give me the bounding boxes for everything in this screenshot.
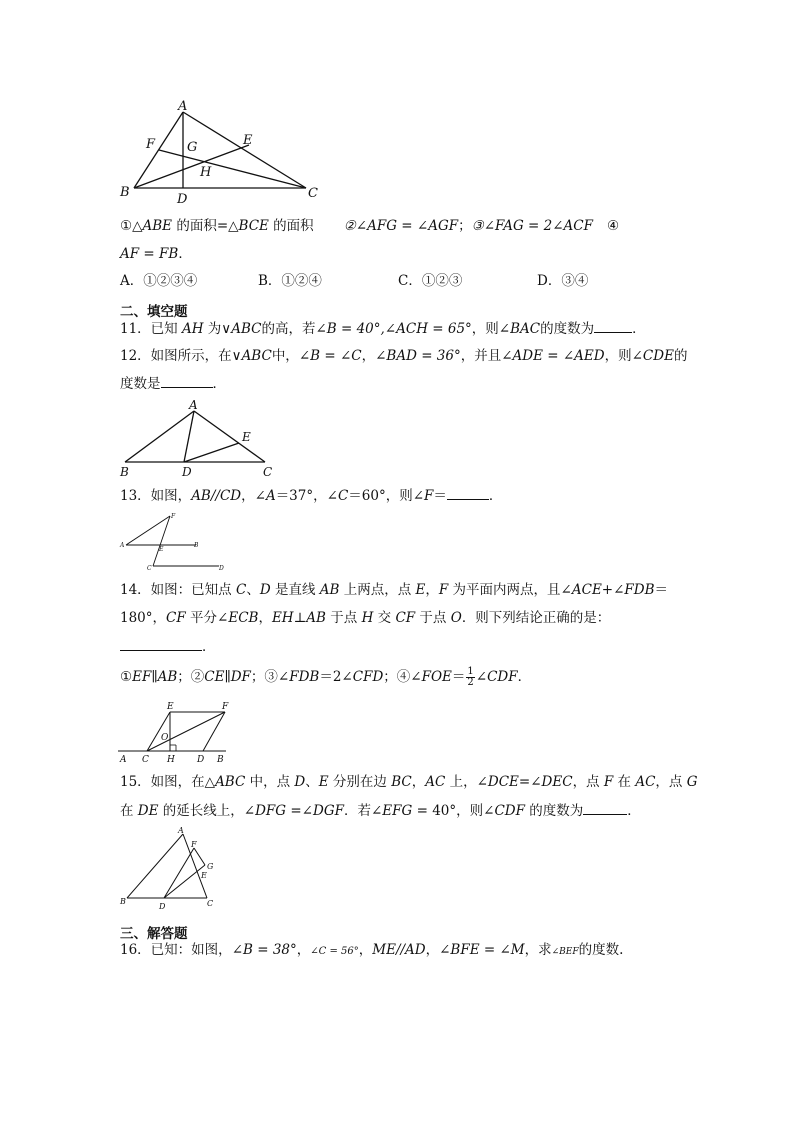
label-G: G: [187, 140, 198, 155]
text-fragment: ∠ADE = ∠AED: [501, 348, 605, 364]
text-fragment: 180°，: [120, 610, 167, 626]
text-fragment: ；③∠: [250, 669, 290, 685]
text-fragment: 是直线: [270, 582, 320, 598]
label-E: E: [159, 546, 164, 553]
text-fragment: = 40°，则∠: [412, 803, 495, 819]
text-fragment: ∠BAC: [498, 321, 541, 337]
text-fragment: 、: [246, 582, 260, 598]
text-fragment: EF: [132, 669, 152, 685]
text-fragment: DF: [230, 669, 251, 685]
label-A: A: [189, 398, 198, 412]
text-fragment: ；②: [177, 669, 205, 685]
label-D: D: [197, 755, 205, 765]
q10-option-b[interactable]: B．①②④: [258, 273, 322, 289]
text-fragment: AF = FB: [120, 246, 179, 262]
text-fragment: 2: [467, 677, 474, 688]
text-fragment: ，求: [524, 942, 552, 958]
label-C: C: [308, 186, 318, 201]
text-fragment: =∠: [286, 803, 313, 819]
text-fragment: 平分∠: [185, 610, 229, 626]
label-C: C: [207, 899, 214, 908]
label-E: E: [242, 430, 251, 444]
text-fragment: ABC: [241, 348, 272, 364]
text-fragment: AB: [191, 488, 211, 504]
text-fragment: C: [337, 488, 349, 504]
text-fragment: CD: [219, 488, 242, 504]
text-fragment: ，: [296, 942, 311, 958]
label-F: F: [171, 513, 176, 520]
label-F: F: [222, 702, 229, 712]
text-fragment: AC: [425, 774, 446, 790]
text-fragment: //: [395, 942, 406, 958]
text-fragment: ∠BAD = 36°: [375, 348, 461, 364]
text-fragment: ∠BFE = ∠M: [439, 942, 525, 958]
label-F: F: [191, 840, 197, 849]
label-D: D: [182, 465, 192, 479]
text-fragment: ABE: [142, 218, 173, 234]
text-fragment: F: [438, 582, 449, 598]
label-C: C: [147, 565, 152, 572]
text-fragment: ；④∠: [383, 669, 422, 685]
text-fragment: ②∠AFG = ∠AGF: [343, 218, 459, 234]
text-fragment: F: [424, 488, 434, 504]
section-solve-heading: 三、解答题: [120, 926, 188, 942]
text-fragment: ，: [425, 582, 439, 598]
text-fragment: 中，点: [245, 774, 295, 790]
text-fragment: CE: [204, 669, 225, 685]
text-fragment: 的面积=△: [172, 218, 239, 234]
label-H: H: [200, 165, 212, 180]
label-D: D: [159, 902, 166, 911]
text-fragment: 1: [467, 666, 474, 677]
text-fragment: ．则下列结论正确的是：: [461, 610, 611, 626]
text-fragment: CDF: [494, 803, 525, 819]
text-fragment: F: [603, 774, 614, 790]
text-fragment: 的面积: [268, 218, 314, 234]
text-fragment: ∥: [151, 669, 158, 685]
label-O: O: [161, 733, 169, 743]
text-fragment: ＝37°，∠: [275, 488, 338, 504]
text-fragment: ．若∠: [343, 803, 383, 819]
text-fragment: DEC: [541, 774, 573, 790]
text-fragment: ACE: [571, 582, 602, 598]
text-fragment: A: [265, 488, 276, 504]
text-fragment: EH: [271, 610, 294, 626]
text-fragment: ，: [258, 610, 272, 626]
text-fragment: ，则: [604, 348, 632, 364]
text-fragment: AB: [157, 669, 178, 685]
text-fragment: 在: [120, 803, 138, 819]
text-fragment: CDF: [487, 669, 518, 685]
text-fragment: H: [361, 610, 374, 626]
text-fragment: ①: [120, 669, 133, 685]
text-fragment: ．: [632, 321, 646, 337]
label-F: F: [146, 137, 156, 152]
text-fragment: FOE: [421, 669, 452, 685]
label-B: B: [120, 897, 126, 906]
text-fragment: 分别在边: [328, 774, 392, 790]
text-fragment: 在: [613, 774, 636, 790]
text-fragment: ，: [361, 348, 376, 364]
text-fragment: ∠B = ∠C: [298, 348, 362, 364]
text-fragment: ．: [178, 246, 192, 262]
text-fragment: AB: [306, 610, 326, 626]
text-fragment: ECB: [228, 610, 259, 626]
text-fragment: ＝2∠: [319, 669, 353, 685]
text-fragment: DE: [137, 803, 159, 819]
text-fragment: D: [259, 582, 271, 598]
text-fragment: ＝: [451, 669, 466, 685]
text-fragment: +∠: [601, 582, 625, 598]
q10-option-d[interactable]: D．③④: [537, 273, 589, 289]
text-fragment: ，则: [471, 321, 499, 337]
text-fragment: 11．已知: [120, 321, 182, 337]
label-D: D: [219, 565, 224, 572]
label-A: A: [178, 99, 188, 114]
q10-option-a[interactable]: A．①②③④: [120, 273, 198, 289]
text-fragment: 上两点，点: [339, 582, 416, 598]
label-B: B: [120, 185, 130, 200]
text-fragment: ＝: [433, 488, 447, 504]
text-fragment: 12．如图所示，在∨: [120, 348, 242, 364]
text-fragment: 于点: [415, 610, 451, 626]
text-fragment: =∠: [518, 774, 542, 790]
text-fragment: G: [686, 774, 698, 790]
text-fragment: 为平面内两点，且∠: [448, 582, 572, 598]
text-fragment: CF: [166, 610, 186, 626]
label-C: C: [142, 755, 149, 765]
label-G: G: [207, 862, 214, 871]
text-fragment: DFG: [255, 803, 287, 819]
text-fragment: FDB: [624, 582, 655, 598]
text-fragment: ∠C = 56°: [310, 946, 359, 957]
text-fragment: 中，: [271, 348, 299, 364]
label-E: E: [243, 133, 253, 148]
text-fragment: 的高，若: [261, 321, 316, 337]
text-fragment: EFG: [382, 803, 413, 819]
text-fragment: 13．如图，: [120, 488, 192, 504]
text-fragment: ；: [458, 218, 472, 234]
text-fragment: AB: [319, 582, 340, 598]
text-fragment: 16．已知：如图，: [120, 942, 232, 958]
text-fragment: ∠CDE: [631, 348, 674, 364]
text-fragment: DGF: [313, 803, 344, 819]
text-fragment: 的度数为: [540, 321, 595, 337]
text-fragment: 上，∠: [445, 774, 488, 790]
text-fragment: ABC: [215, 774, 246, 790]
text-fragment: ．: [488, 488, 503, 504]
text-fragment: ，: [425, 942, 440, 958]
text-fragment: 为∨: [203, 321, 232, 337]
text-fragment: C: [235, 582, 247, 598]
label-A: A: [120, 755, 127, 765]
text-fragment: ∠BEF: [551, 947, 579, 957]
text-fragment: ∠B = 38°: [231, 942, 297, 958]
text-fragment: ．: [517, 669, 532, 685]
label-A: A: [178, 826, 184, 835]
text-fragment: 的度数为: [524, 803, 584, 819]
text-fragment: 、: [305, 774, 319, 790]
text-fragment: ①△: [120, 218, 143, 234]
label-E: E: [167, 702, 174, 712]
label-D: D: [177, 192, 188, 207]
label-B: B: [194, 542, 199, 549]
text-fragment: ，∠: [241, 488, 266, 504]
text-fragment: D: [294, 774, 306, 790]
section-fill-in-heading: 二、填空题: [120, 304, 188, 320]
text-fragment: 15．如图，在△: [120, 774, 216, 790]
text-fragment: O: [450, 610, 462, 626]
label-H: H: [167, 755, 175, 765]
text-fragment: ，点: [572, 774, 604, 790]
text-fragment: ．: [202, 639, 216, 655]
text-fragment: ＝: [654, 582, 669, 598]
q10-option-c[interactable]: C．①②③: [398, 273, 463, 289]
text-fragment: ③∠FAG = 2∠ACF: [471, 218, 593, 234]
label-C: C: [263, 465, 273, 479]
text-fragment: ∠: [475, 669, 488, 685]
text-fragment: BC: [391, 774, 412, 790]
text-fragment: 的度数.: [578, 942, 624, 958]
text-fragment: ＝60°，则∠: [348, 488, 425, 504]
label-B: B: [217, 755, 224, 765]
label-B: B: [120, 465, 129, 479]
text-fragment: E: [318, 774, 329, 790]
text-fragment: ．: [212, 376, 226, 392]
text-fragment: 于点: [325, 610, 362, 626]
text-fragment: ④: [607, 218, 620, 234]
text-fragment: E: [415, 582, 426, 598]
text-fragment: FDB: [289, 669, 320, 685]
text-fragment: 度数是: [120, 376, 161, 392]
label-E: E: [201, 871, 207, 880]
text-fragment: ABC: [231, 321, 262, 337]
question-16: [120, 940, 623, 962]
text-fragment: AD: [405, 942, 426, 958]
text-fragment: ，: [358, 942, 373, 958]
text-fragment: 14．如图：已知点: [120, 582, 236, 598]
text-fragment: ∠B = 40°,∠ACH = 65°: [315, 321, 472, 337]
text-fragment: CFD: [352, 669, 384, 685]
text-fragment: AH: [181, 321, 204, 337]
label-A: A: [120, 542, 125, 549]
text-fragment: ⊥: [293, 610, 307, 626]
text-fragment: 的: [673, 348, 688, 364]
text-fragment: ，并且: [460, 348, 502, 364]
text-fragment: BCE: [238, 218, 269, 234]
text-fragment: AC: [635, 774, 656, 790]
text-fragment: ，点: [655, 774, 687, 790]
text-fragment: CF: [395, 610, 416, 626]
text-fragment: 交: [373, 610, 396, 626]
text-fragment: ．: [627, 803, 641, 819]
text-fragment: ∥: [224, 669, 231, 685]
text-fragment: ME: [372, 942, 396, 958]
text-fragment: DCE: [487, 774, 519, 790]
text-fragment: 的延长线上，∠: [158, 803, 256, 819]
text-fragment: ，: [411, 774, 426, 790]
text-fragment: //: [210, 488, 220, 504]
